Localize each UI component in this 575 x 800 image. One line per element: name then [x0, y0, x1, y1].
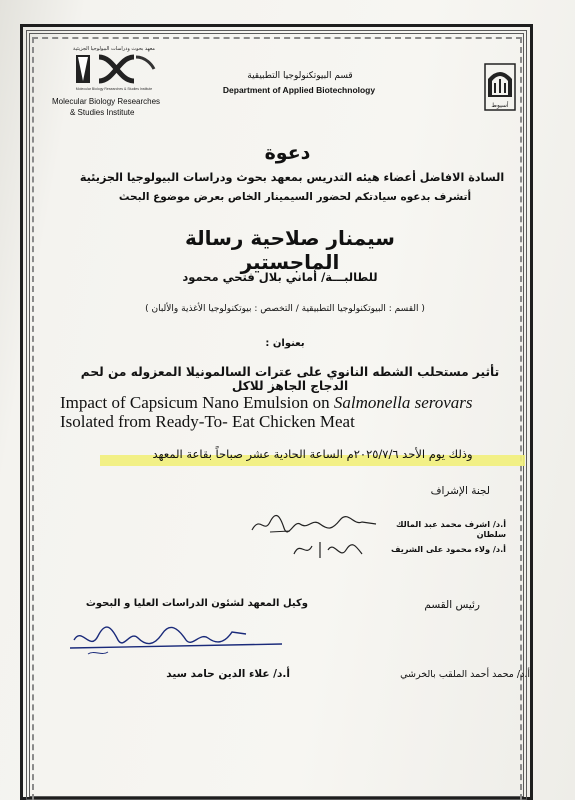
- student-name: للطالبـــة/ أماني بلال فتحي محمود: [182, 270, 378, 284]
- department-head-name: أ.د/ محمد أحمد الملقب بالخرشي: [400, 669, 530, 680]
- seminar-heading: سيمنار صلاحية رسالة الماجستير: [185, 226, 395, 274]
- english-thesis-title: [60, 393, 510, 431]
- svg-text:Molecular Biology Researches &: Molecular Biology Researches & Studies Institute: [75, 87, 153, 91]
- department-english: Department of Applied Biotechnology: [222, 85, 376, 95]
- vice-dean-signature: [68, 622, 288, 664]
- logo-top-text: معهد بحوث ودراسات البيولوجيا الجزيئية: [73, 46, 155, 52]
- department-arabic: قسم البيوتكنولوجيا التطبيقية: [247, 71, 353, 81]
- english-title-part2: Isolated from Ready-To- Eat Chicken Meat: [60, 412, 355, 431]
- title-label: بعنوان :: [265, 338, 305, 349]
- supervision-committee-label: لجنة الإشراف: [430, 485, 490, 497]
- date-text: وذلك يوم الأحد ٢٠٢٥/٧/٦م الساعة الحادية عشر صباحاً بقاعة المعهد: [152, 447, 473, 461]
- logo-caption-line1: Molecular Biology Researches: [52, 97, 161, 106]
- arabic-thesis-title: تأثير مستحلب الشطه النانوي على عترات السالمونيلا المعزوله من لحم الدجاج الجاهز للاكل: [80, 365, 500, 393]
- logo-caption: [52, 96, 192, 118]
- english-title-part1: Impact of Capsicum Nano Emulsion on: [60, 393, 334, 412]
- logo-caption-line2: & Studies Institute: [70, 108, 135, 117]
- supervisor-2: أ.د/ ولاء محمود على الشريف: [390, 544, 506, 554]
- supervisor-1-signature: [250, 510, 380, 538]
- supervisor-1: أ.د/ اشرف محمد عبد المالك سلطان: [396, 519, 506, 539]
- supervisor-2-signature: [290, 536, 370, 564]
- department-head-label: رئيس القسم: [424, 599, 480, 611]
- department-specialization: ( القسم : البيوتكنولوجيا التطبيقية / التخصص : بيوتكنولوجيا الأغذية والألبان ): [145, 304, 425, 314]
- greeting-line: السادة الافاضل أعضاء هيئه التدريس بمعهد بحوث ودراسات البيولوجيا الجزيئية: [79, 171, 505, 184]
- date-line: [100, 447, 525, 469]
- vice-dean-label: وكيل المعهد لشئون الدراسات العليا و البحوث: [85, 598, 308, 609]
- logo-right-text: أسيوط: [491, 102, 509, 109]
- institute-logo: [64, 43, 164, 95]
- invitation-title: دعوة: [264, 142, 311, 164]
- english-title-italic: Salmonella serovars: [333, 393, 473, 412]
- invitation-line: أتشرف بدعوه سيادتكم لحضور السيمينار الخاص بعرض موضوع البحث: [118, 191, 472, 203]
- vice-dean-name: أ.د/ علاء الدين حامد سيد: [166, 668, 290, 680]
- university-logo: [484, 63, 516, 111]
